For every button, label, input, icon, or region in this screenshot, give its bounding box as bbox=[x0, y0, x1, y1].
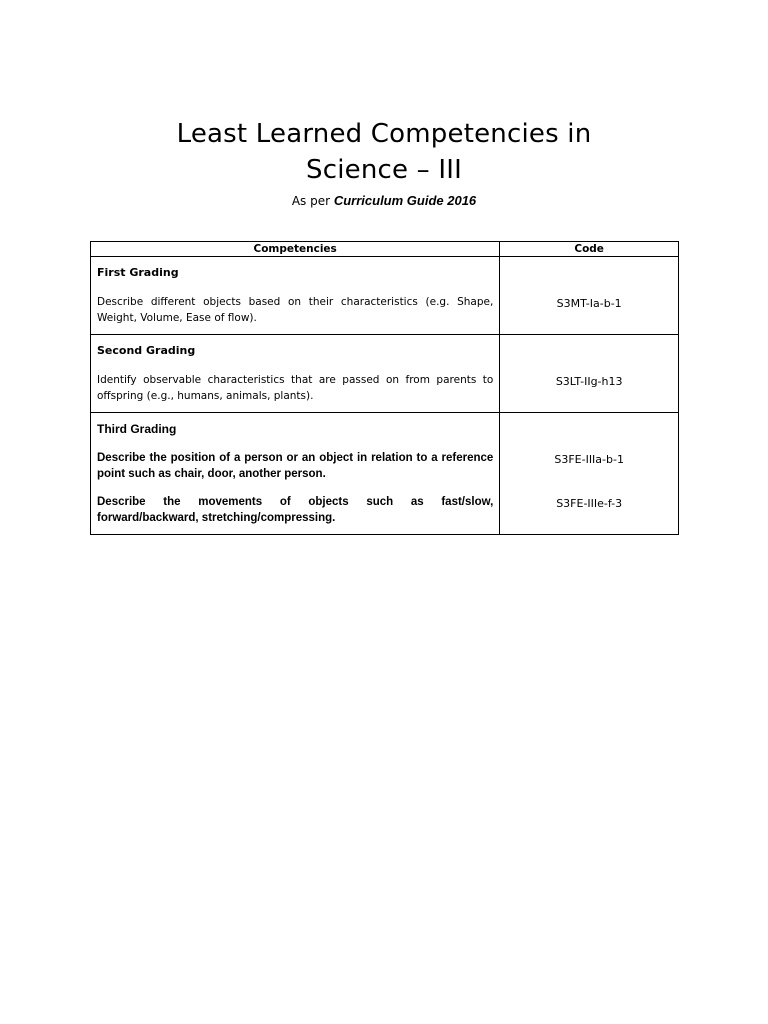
section-heading: Second Grading bbox=[97, 344, 196, 357]
third-grading-code-cell bbox=[500, 413, 679, 535]
competency-code: S3FE-IIIa-b-1 bbox=[554, 453, 624, 466]
header-competencies: Competencies bbox=[91, 242, 500, 257]
third-grading-competency-cell bbox=[91, 413, 500, 535]
competency-code: S3MT-Ia-b-1 bbox=[556, 297, 622, 310]
first-grading-code-cell bbox=[500, 257, 679, 335]
title-line-1: Least Learned Competencies in bbox=[176, 119, 592, 149]
competency-text: Describe the movements of objects such as fast/slow, forward/backward, stretching/compressing. bbox=[97, 496, 494, 524]
competency-text: Describe the position of a person or an object in relation to a reference point such as chair, door, another person. bbox=[97, 452, 494, 480]
section-heading: Third Grading bbox=[97, 422, 177, 436]
subtitle-emphasis: Curriculum Guide 2016 bbox=[333, 193, 477, 208]
table-header-row bbox=[91, 242, 679, 257]
header-code: Code bbox=[500, 242, 679, 257]
title-line-2: Science – III bbox=[306, 155, 462, 185]
section-heading: First Grading bbox=[97, 266, 179, 279]
document-title bbox=[0, 116, 768, 188]
first-grading-competency-cell bbox=[91, 257, 500, 335]
subtitle-prefix: As per bbox=[291, 194, 334, 208]
second-grading-code-cell bbox=[500, 335, 679, 413]
competency-code: S3LT-IIg-h13 bbox=[555, 375, 623, 388]
competencies-table bbox=[90, 241, 679, 535]
competency-code: S3FE-IIIe-f-3 bbox=[556, 497, 623, 510]
table-row bbox=[91, 335, 679, 413]
competency-text: Describe different objects based on their characteristics (e.g. Shape, Weight, Volume, Ease of flow). bbox=[97, 296, 494, 324]
table-row bbox=[91, 257, 679, 335]
table-row bbox=[91, 413, 679, 535]
second-grading-competency-cell bbox=[91, 335, 500, 413]
competency-text: Identify observable characteristics that are passed on from parents to offspring (e.g., humans, animals, plants). bbox=[97, 374, 494, 402]
document-subtitle bbox=[0, 193, 768, 209]
